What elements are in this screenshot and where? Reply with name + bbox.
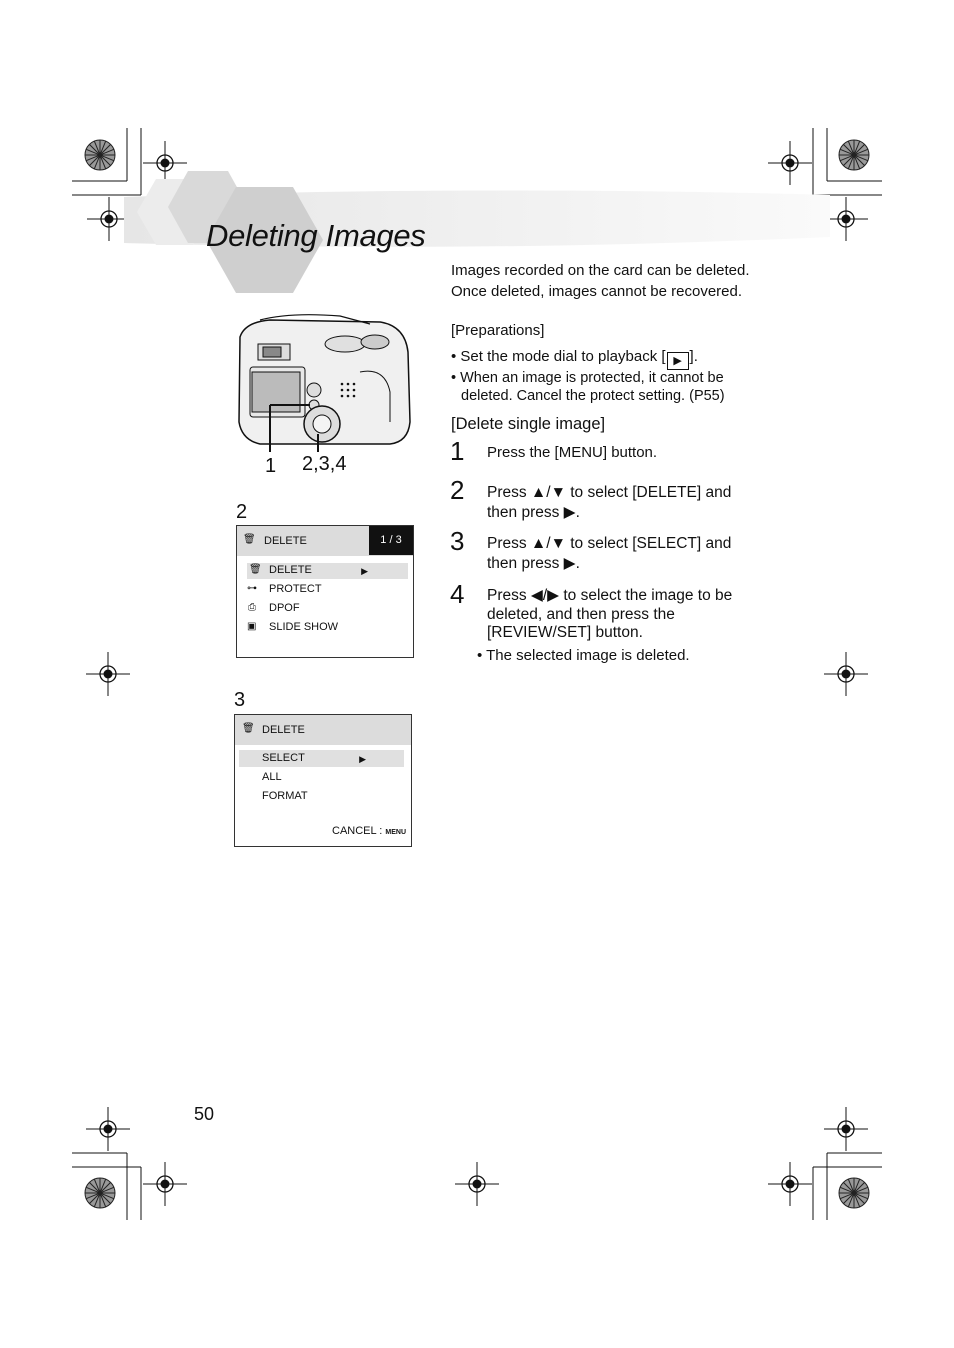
callout-menu-button: 1	[265, 455, 277, 477]
trash-icon: 🗑	[243, 534, 256, 545]
delete-submenu-panel	[234, 714, 412, 847]
section-heading: [Delete single image]	[451, 415, 606, 433]
menu-item-delete[interactable]	[247, 563, 408, 579]
menu-item-slideshow[interactable]	[247, 620, 408, 636]
page-title: Deleting Images	[206, 218, 426, 253]
menu-item-label: PROTECT	[269, 583, 322, 595]
step-text: Press ▲/▼ to select [SELECT] and then press ▶.	[487, 535, 732, 572]
step-text: Press the [MENU] button.	[487, 444, 658, 461]
step-number: 3	[450, 526, 465, 556]
panel3-label: 3	[234, 689, 246, 711]
right-arrow-icon: ▶	[361, 566, 368, 576]
panel-header-label: DELETE	[264, 535, 307, 547]
step-number: 1	[450, 436, 465, 466]
step-text: Press ◀/▶ to select the image to be deleted, and then press the [REVIEW/SET] button.	[487, 587, 733, 641]
preparations-label: [Preparations]	[451, 322, 545, 339]
page-number: 50	[194, 1104, 215, 1124]
menu-item-label: SLIDE SHOW	[269, 621, 339, 633]
intro-text: Images recorded on the card can be deleted. Once deleted, images cannot be recovered.	[451, 262, 750, 300]
trash-icon: 🗑	[249, 564, 262, 575]
bullet-mode-dial	[451, 348, 761, 370]
bullet-line: deleted. Cancel the protect setting. (P55)	[461, 388, 725, 404]
trash-icon: 🗑	[242, 723, 255, 734]
menu-item-protect[interactable]	[247, 582, 408, 598]
menu-item-dpof[interactable]	[247, 601, 408, 617]
step-number: 2	[450, 475, 465, 505]
menu-item-format[interactable]	[239, 789, 404, 805]
menu-item-label: SELECT	[262, 752, 305, 764]
menu-item-label: DELETE	[269, 564, 312, 576]
bullet-text-post: ].	[689, 348, 698, 365]
step-number: 4	[450, 579, 465, 609]
menu-item-label: ALL	[262, 771, 282, 783]
right-arrow-icon: ▶	[359, 754, 366, 764]
menu-item-label: DPOF	[269, 602, 300, 614]
menu-item-all[interactable]	[239, 770, 404, 786]
callout-cursor-buttons: 2,3,4	[302, 453, 347, 475]
page-indicator: 1 / 3	[369, 526, 413, 555]
cancel-label: CANCEL :	[332, 825, 383, 837]
bullet-protect-note	[451, 369, 761, 405]
panel-header-label: DELETE	[262, 724, 305, 736]
cancel-hint	[332, 825, 406, 837]
camera-illustration	[230, 312, 415, 462]
menu-item-label: FORMAT	[262, 790, 308, 802]
playback-icon: ▶	[667, 352, 689, 370]
result-note: • The selected image is deleted.	[477, 647, 690, 664]
key-icon: ⊶	[247, 583, 257, 594]
menu-key-icon: MENU	[385, 829, 407, 836]
print-icon: ⎙	[248, 602, 256, 613]
bullet-line: • When an image is protected, it cannot be	[451, 370, 724, 386]
delete-menu-panel	[236, 525, 414, 658]
menu-item-select[interactable]	[239, 750, 404, 767]
slideshow-icon: ▣	[247, 621, 257, 632]
bullet-text-pre: • Set the mode dial to playback [	[451, 348, 666, 365]
panel2-label: 2	[236, 501, 248, 523]
step-text: Press ▲/▼ to select [DELETE] and then press ▶.	[487, 484, 732, 521]
